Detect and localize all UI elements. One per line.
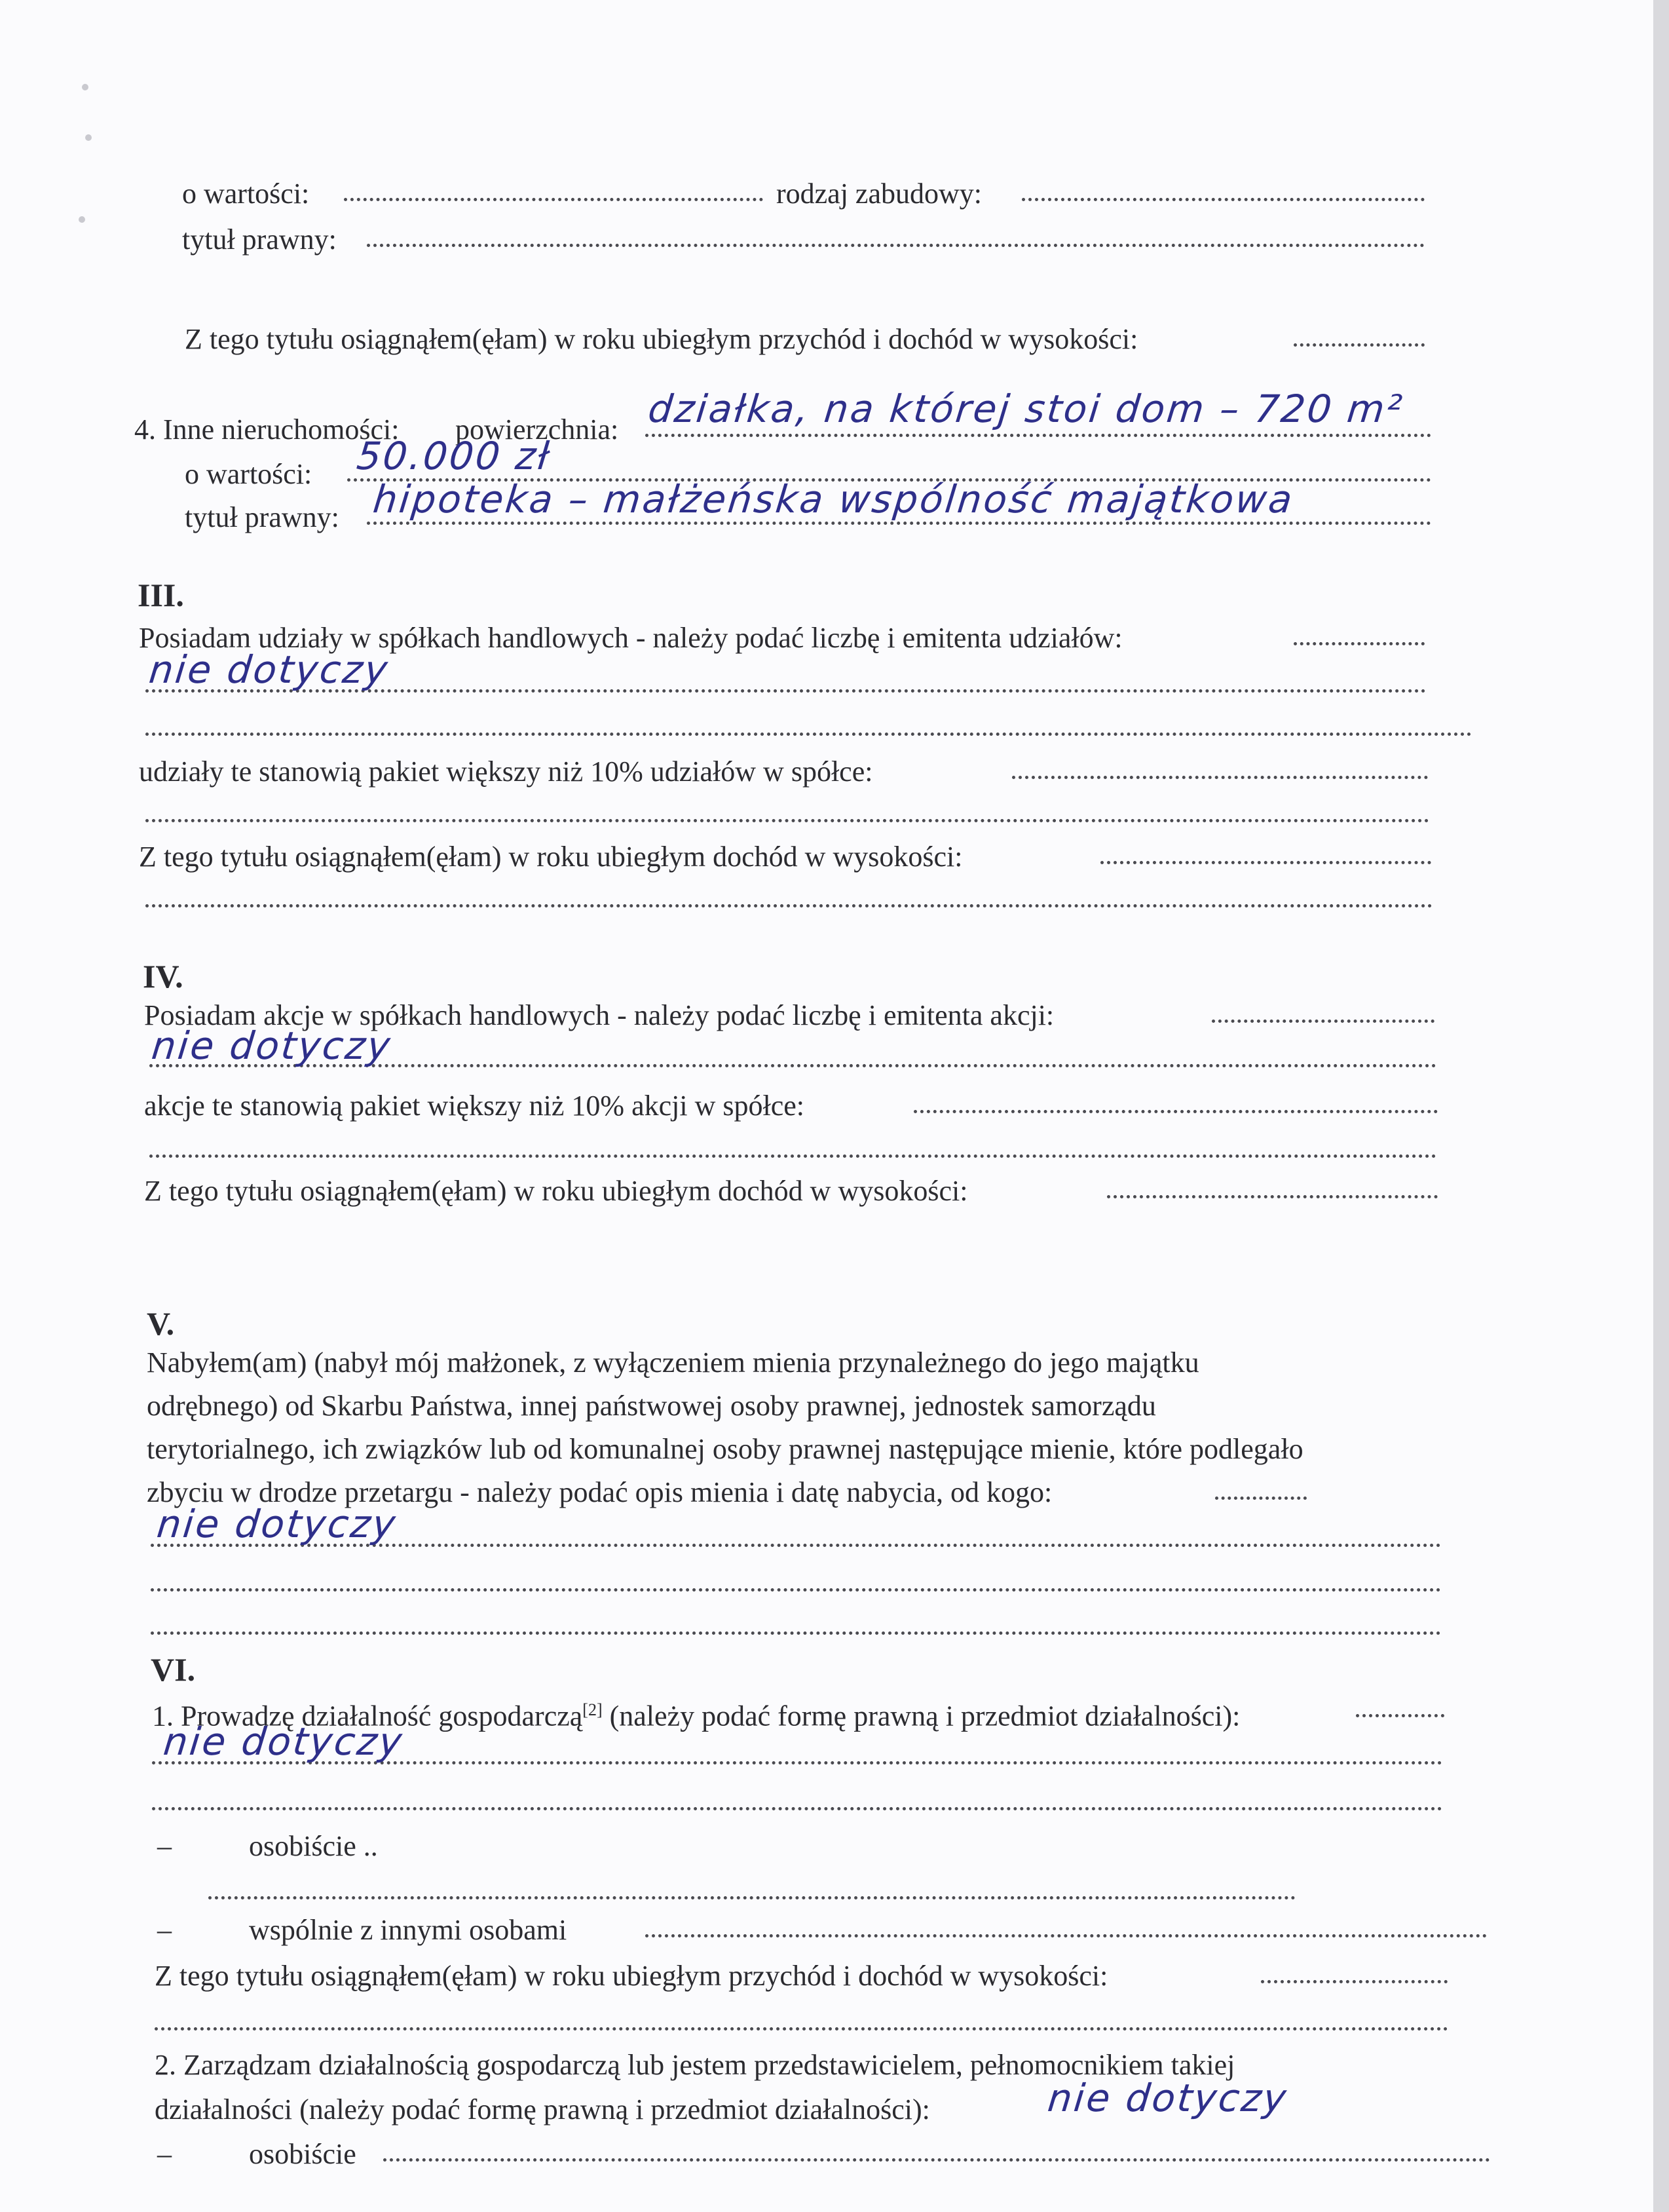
dash: – <box>157 2138 172 2170</box>
acquisition-field[interactable] <box>1215 1497 1307 1500</box>
area-field[interactable] <box>645 434 1431 437</box>
business-income-field[interactable] <box>1261 1980 1448 1983</box>
acquisition-para-1: Nabyłem(am) (nabył mój małżonek, z wyłączeniem mienia przynależnego do jego majątku <box>147 1346 1199 1379</box>
punch-hole <box>82 84 88 90</box>
dash: – <box>157 1914 172 1946</box>
stocks-field[interactable] <box>1212 1020 1435 1023</box>
shares-extra-field[interactable] <box>145 733 1472 736</box>
income-field[interactable] <box>1294 343 1425 347</box>
legal-title-field[interactable] <box>367 244 1425 247</box>
management-line-2: działalności (należy podać formę prawną i przedmiot działalności): <box>155 2093 930 2126</box>
business-income-extra-field[interactable] <box>155 2027 1448 2031</box>
management-line-1: 2. Zarządzam działalnością gospodarczą lub jestem przedstawicielem, pełnomocnikiem takiej <box>155 2049 1235 2081</box>
section-vi-heading: VI. <box>151 1651 196 1688</box>
building-type-field[interactable] <box>1022 198 1425 201</box>
legal-title-label: tytuł prawny: <box>182 223 337 256</box>
shares-line: Posiadam udziały w spółkach handlowych - należy podać liczbę i emitenta udziałów: <box>139 622 1123 654</box>
other-title-label: tytuł prawny: <box>185 501 339 533</box>
business-handwritten: nie dotyczy <box>161 1719 406 1764</box>
shares-handwritten: nie dotyczy <box>147 647 392 692</box>
stocks-package-field[interactable] <box>914 1110 1438 1113</box>
business-line-tail: (należy podać formę prawną i przedmiot działalności): <box>602 1700 1241 1732</box>
business-income-line: Z tego tytułu osiągnąłem(ęłam) w roku ubiegłym przychód i dochód w wysokości: <box>155 1960 1108 1992</box>
punch-hole <box>85 134 92 141</box>
area-label: powierzchnia: <box>455 413 619 446</box>
shares-income-extra-field[interactable] <box>145 904 1433 907</box>
footnote-ref: [2] <box>582 1700 603 1719</box>
stocks-income-field[interactable] <box>1107 1195 1438 1198</box>
other-title-handwritten: hipoteka – małżeńska wspólność majątkowa <box>371 477 1296 522</box>
value-field[interactable] <box>344 198 763 201</box>
other-value-handwritten: 50.000 zł <box>354 434 553 478</box>
shares-package-extra-field[interactable] <box>145 819 1429 822</box>
business-field[interactable] <box>1356 1714 1444 1717</box>
section-v-heading: V. <box>147 1305 175 1342</box>
section-iii-heading: III. <box>138 577 184 613</box>
shares-package-field[interactable] <box>1012 776 1428 779</box>
personally2-field[interactable] <box>383 2158 1490 2162</box>
income-line: Z tego tytułu osiągnąłem(ęłam) w roku ubiegłym przychód i dochód w wysokości: <box>185 323 1138 355</box>
stocks-package-extra-field[interactable] <box>149 1154 1436 1158</box>
acquisition-extra-field-1[interactable] <box>151 1588 1441 1592</box>
acquisition-extra-field-2[interactable] <box>151 1631 1441 1635</box>
stocks-income-line: Z tego tytułu osiągnąłem(ęłam) w roku ubiegłym dochód w wysokości: <box>144 1175 968 1207</box>
stocks-line: Posiadam akcje w spółkach handlowych - należy podać liczbę i emitenta akcji: <box>144 999 1055 1031</box>
stocks-package-line: akcje te stanowią pakiet większy niż 10% akcji w spółce: <box>144 1090 804 1122</box>
business-line-text: 1. Prowadzę działalność gospodarczą <box>152 1700 583 1732</box>
acquisition-para-4: zbyciu w drodze przetargu - należy podać opis mienia i datę nabycia, od kogo: <box>147 1476 1053 1508</box>
shares-field[interactable] <box>1294 642 1425 645</box>
building-type-label: rodzaj zabudowy: <box>776 178 982 210</box>
value-label: o wartości: <box>182 178 310 210</box>
acquisition-para-3: terytorialnego, ich związków lub od komunalnej osoby prawnej następujące mienie, które podlegało <box>147 1433 1303 1465</box>
other-title-field[interactable] <box>367 522 1431 525</box>
management-handwritten: nie dotyczy <box>1045 2076 1290 2120</box>
punch-hole <box>79 216 85 223</box>
other-value-label: o wartości: <box>185 458 312 490</box>
personally-field[interactable] <box>208 1896 1296 1899</box>
business-extra-field[interactable] <box>152 1807 1442 1810</box>
section-iv-heading: IV. <box>143 958 183 995</box>
dash: – <box>157 1830 172 1862</box>
shares-income-line: Z tego tytułu osiągnąłem(ęłam) w roku ubiegłym dochód w wysokości: <box>139 841 963 873</box>
jointly-label: wspólnie z innymi osobami <box>249 1914 567 1946</box>
acquisition-para-2: odrębnego) od Skarbu Państwa, innej państwowej osoby prawnej, jednostek samorządu <box>147 1390 1156 1422</box>
stocks-handwritten: nie dotyczy <box>149 1023 394 1068</box>
shares-income-field[interactable] <box>1100 861 1431 864</box>
personally2-label: osobiście <box>249 2138 356 2170</box>
personally-label: osobiście .. <box>249 1830 378 1862</box>
acquisition-handwritten: nie dotyczy <box>155 1502 400 1546</box>
scan-edge <box>1653 0 1669 2212</box>
jointly-field[interactable] <box>645 1934 1487 1937</box>
other-property-label: 4. Inne nieruchomości: <box>134 413 400 446</box>
shares-package-line: udziały te stanowią pakiet większy niż 10% udziałów w spółce: <box>139 755 873 788</box>
area-handwritten: działka, na której stoi dom – 720 m² <box>646 387 1406 431</box>
